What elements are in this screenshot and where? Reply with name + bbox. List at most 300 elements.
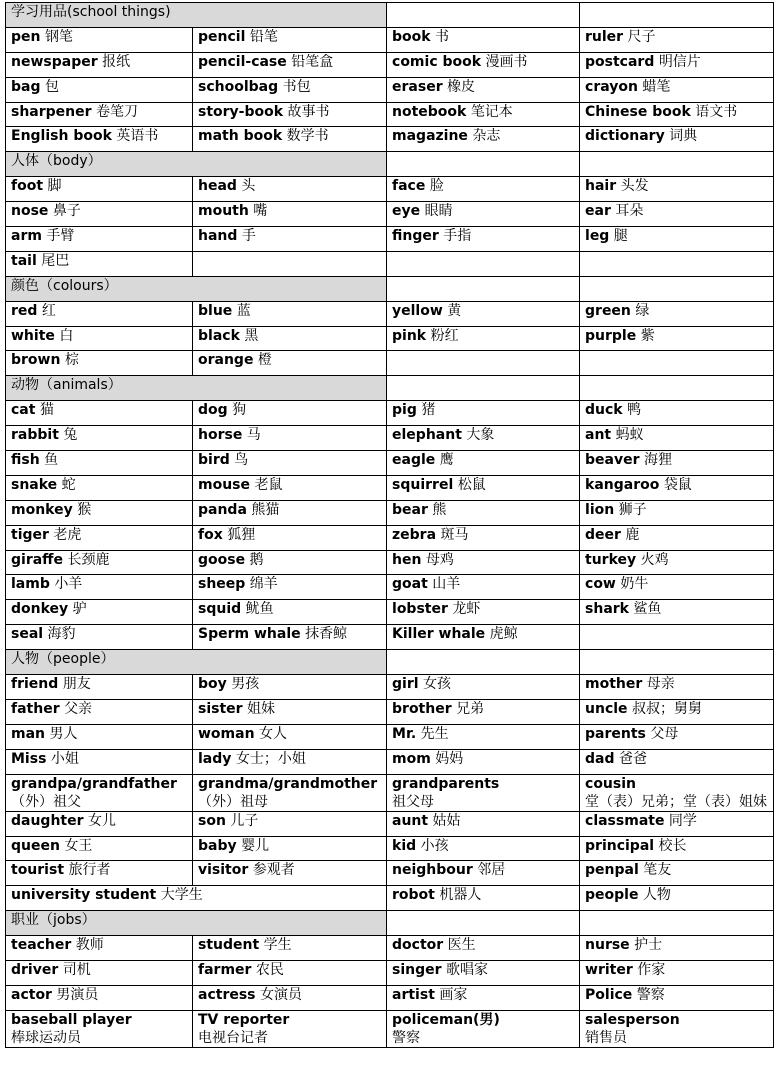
section-title: 颜色（colours） [6,276,387,301]
chinese-meaning: 报纸 [102,53,131,70]
vocab-cell [580,351,774,376]
english-word: English book [11,128,112,145]
english-word: pink [392,327,427,344]
chinese-meaning: 杂志 [472,128,501,145]
chinese-meaning: 手指 [443,228,472,245]
chinese-meaning: 电视台记者 [198,1029,268,1046]
chinese-meaning: 手 [241,228,256,245]
chinese-meaning: 叔叔；舅舅 [632,700,702,717]
table-row [6,227,774,252]
table-row [6,774,774,811]
vocab-cell [193,27,387,52]
table-row [6,251,774,276]
vocab-cell [387,936,580,961]
vocab-cell [387,1010,580,1047]
english-word: nose [11,203,49,220]
english-word: salesperson [585,1011,680,1028]
english-word: pencil [198,28,246,45]
vocab-cell [580,811,774,836]
vocab-cell [6,550,193,575]
vocab-cell [387,811,580,836]
english-word: tail [11,252,37,269]
vocab-cell [6,127,193,152]
chinese-meaning: 鱿鱼 [245,601,274,618]
vocab-cell [580,724,774,749]
chinese-meaning: 鹿 [625,526,640,543]
chinese-meaning: 头发 [620,178,649,195]
vocab-cell [580,575,774,600]
english-word: grandpa/grandfather [11,775,177,792]
chinese-meaning: 堂（表）兄弟；堂（表）姐妹 [585,793,768,810]
table-row [6,127,774,152]
chinese-meaning: 男孩 [231,676,260,693]
header-empty-cell [580,276,774,301]
table-row [6,177,774,202]
vocab-cell [387,451,580,476]
chinese-meaning: 狗 [232,402,247,419]
english-word: bear [392,501,428,518]
english-word: baby [198,837,237,854]
english-word: actor [11,986,52,1003]
vocab-cell [580,625,774,650]
english-word: deer [585,526,621,543]
vocab-cell [580,675,774,700]
vocab-cell [387,836,580,861]
chinese-meaning: 医生 [447,937,476,954]
chinese-meaning: 头 [241,178,256,195]
header-empty-cell [387,911,580,936]
vocab-cell [6,202,193,227]
chinese-meaning: 腿 [613,228,628,245]
chinese-meaning: 学生 [263,937,292,954]
english-word: rabbit [11,427,59,444]
chinese-meaning: 作家 [637,961,666,978]
chinese-meaning: 绿 [635,302,650,319]
vocab-cell [193,451,387,476]
english-word: elephant [392,427,462,444]
chinese-meaning: 旅行者 [68,862,111,879]
chinese-meaning: 鸭 [627,402,642,419]
chinese-meaning: 奶牛 [620,576,649,593]
vocab-cell [193,749,387,774]
table-row [6,301,774,326]
vocab-cell [580,77,774,102]
vocab-cell [193,401,387,426]
english-word: baseball player [11,1011,132,1028]
chinese-meaning: 耳朵 [615,203,644,220]
header-empty-cell [580,3,774,28]
chinese-meaning: 蓝 [236,302,251,319]
chinese-meaning: 校长 [658,837,687,854]
english-word: goose [198,551,246,568]
english-word: purple [585,327,637,344]
english-word: ruler [585,28,624,45]
chinese-meaning: 儿子 [230,812,259,829]
english-word: leg [585,228,610,245]
english-word: duck [585,402,623,419]
chinese-meaning: 海狸 [643,452,672,469]
english-word: teacher [11,937,72,954]
vocab-cell [387,475,580,500]
header-empty-cell [580,152,774,177]
chinese-meaning: 数学书 [286,128,329,145]
vocab-cell [387,886,580,911]
chinese-meaning: 大学生 [160,887,203,904]
english-word: mother [585,676,643,693]
vocab-cell [387,27,580,52]
english-word: snake [11,476,58,493]
english-word: hen [392,551,422,568]
vocab-cell [387,202,580,227]
chinese-meaning: 男演员 [56,986,99,1003]
vocab-cell [580,500,774,525]
table-row [6,836,774,861]
english-word: donkey [11,601,69,618]
chinese-meaning: 农民 [255,961,284,978]
english-word: writer [585,961,633,978]
chinese-meaning: （外）祖母 [198,793,268,810]
english-word: cow [585,576,616,593]
english-word: visitor [198,862,249,879]
vocab-cell [580,326,774,351]
section-header-row [6,650,774,675]
chinese-meaning: 书包 [282,78,311,95]
chinese-meaning: 兄弟 [456,700,485,717]
chinese-meaning: 姑姑 [432,812,461,829]
english-word: boy [198,676,227,693]
chinese-meaning: 铅笔 [249,28,278,45]
section-header-row [6,376,774,401]
chinese-meaning: 兔 [63,427,78,444]
vocab-cell [387,326,580,351]
table-row [6,52,774,77]
table-row [6,575,774,600]
vocab-cell [6,251,193,276]
vocab-cell [193,985,387,1010]
english-word: girl [392,676,419,693]
vocab-cell [580,749,774,774]
english-word: farmer [198,961,252,978]
english-word: pen [11,28,41,45]
chinese-meaning: 蛇 [61,476,76,493]
chinese-meaning: 女士；小姐 [235,750,306,767]
english-word: squid [198,601,242,618]
header-empty-cell [387,3,580,28]
chinese-meaning: 鹰 [439,452,454,469]
chinese-meaning: 明信片 [658,53,701,70]
chinese-meaning: 黄 [447,302,462,319]
english-word: story-book [198,103,284,120]
vocab-cell [6,600,193,625]
english-word: bag [11,78,41,95]
section-header-row [6,3,774,28]
table-row [6,202,774,227]
table-row [6,475,774,500]
header-empty-cell [580,911,774,936]
vocab-cell [6,936,193,961]
vocab-cell [6,27,193,52]
vocab-cell [580,475,774,500]
vocab-cell [580,301,774,326]
section-header-row [6,911,774,936]
chinese-meaning: 袋鼠 [663,476,692,493]
chinese-meaning: 祖父母 [392,793,435,810]
english-word: giraffe [11,551,64,568]
vocab-cell [6,575,193,600]
vocab-cell [580,202,774,227]
vocab-cell [193,724,387,749]
english-word: green [585,302,631,319]
vocab-cell [6,724,193,749]
english-word: shark [585,601,629,618]
english-word: fish [11,452,40,469]
table-row [6,525,774,550]
english-word: daughter [11,812,84,829]
english-word: beaver [585,452,640,469]
table-row [6,426,774,451]
chinese-meaning: 黑 [244,327,259,344]
chinese-meaning: 脚 [47,178,62,195]
english-word: sister [198,700,243,717]
section-title: 人物（people） [6,650,387,675]
vocab-cell [387,625,580,650]
chinese-meaning: 眼睛 [424,203,453,220]
chinese-meaning: 猪 [421,402,436,419]
header-empty-cell [387,276,580,301]
vocab-cell [6,699,193,724]
english-word: father [11,700,60,717]
english-word: black [198,327,240,344]
vocab-cell [580,600,774,625]
english-word: principal [585,837,655,854]
chinese-meaning: 铅笔盒 [291,53,334,70]
chinese-meaning: 姐妹 [247,700,276,717]
vocab-cell [193,525,387,550]
english-word: finger [392,228,439,245]
vocab-cell [387,575,580,600]
chinese-meaning: 尾巴 [41,252,70,269]
vocab-cell [6,985,193,1010]
vocab-cell [387,426,580,451]
chinese-meaning: 龙虾 [452,601,481,618]
vocab-cell [193,575,387,600]
english-word: classmate [585,812,665,829]
english-word: grandma/grandmother [198,775,378,792]
english-word: penpal [585,862,639,879]
chinese-meaning: 邻居 [477,862,506,879]
chinese-meaning: 蚂蚁 [615,427,644,444]
chinese-meaning: 狐狸 [227,526,256,543]
chinese-meaning: 警察 [392,1029,421,1046]
vocab-cell [193,202,387,227]
english-word: eye [392,203,421,220]
header-empty-cell [387,650,580,675]
english-word: eraser [392,78,443,95]
english-word: TV reporter [198,1011,290,1028]
vocab-cell [6,351,193,376]
vocab-cell [193,227,387,252]
vocab-cell [193,326,387,351]
english-word: artist [392,986,435,1003]
chinese-meaning: 歌唱家 [446,961,488,978]
english-word: university student [11,887,157,904]
section-header-row [6,152,774,177]
chinese-meaning: 包 [44,78,59,95]
english-word: magazine [392,128,468,145]
chinese-meaning: 大象 [466,427,495,444]
english-word: robot [392,887,435,904]
english-word: mom [392,750,431,767]
english-word: seal [11,626,44,643]
chinese-meaning: 语文书 [695,103,738,120]
section-header-row [6,276,774,301]
vocab-cell [193,600,387,625]
chinese-meaning: 熊 [432,501,447,518]
english-word: cousin [585,775,636,792]
chinese-meaning: 小孩 [420,837,449,854]
chinese-meaning: 鲨鱼 [633,601,662,618]
chinese-meaning: 猴 [77,501,92,518]
chinese-meaning: 书 [435,28,450,45]
chinese-meaning: 蜡笔 [642,78,671,95]
vocab-cell [6,1010,193,1047]
table-row [6,27,774,52]
vocab-cell [193,550,387,575]
vocab-cell [193,774,387,811]
english-word: dictionary [585,128,665,145]
chinese-meaning: 母鸡 [425,551,454,568]
vocab-cell [580,401,774,426]
english-word: schoolbag [198,78,279,95]
english-word: Chinese book [585,103,691,120]
english-word: ear [585,203,611,220]
english-word: face [392,178,426,195]
chinese-meaning: 长颈鹿 [67,551,110,568]
english-word: goat [392,576,428,593]
english-word: math book [198,128,283,145]
vocab-cell [387,301,580,326]
english-word: foot [11,178,44,195]
english-word: Mr. [392,725,417,742]
vocab-cell [387,251,580,276]
table-row [6,811,774,836]
chinese-meaning: 尺子 [627,28,656,45]
header-empty-cell [580,376,774,401]
chinese-meaning: 先生 [420,725,449,742]
chinese-meaning: 钢笔 [44,28,73,45]
english-word: friend [11,676,59,693]
english-word: people [585,887,639,904]
vocab-cell [580,985,774,1010]
vocab-cell [193,675,387,700]
table-row [6,699,774,724]
chinese-meaning: 棕 [64,352,79,369]
vocab-cell [580,886,774,911]
english-word: lobster [392,601,448,618]
english-word: driver [11,961,59,978]
vocab-cell [6,326,193,351]
chinese-meaning: 鸟 [234,452,249,469]
english-word: white [11,327,55,344]
english-word: ant [585,427,612,444]
chinese-meaning: 嘴 [253,203,268,220]
chinese-meaning: 粉红 [430,327,459,344]
english-word: singer [392,961,442,978]
english-word: woman [198,725,255,742]
english-word: parents [585,725,646,742]
english-word: postcard [585,53,655,70]
vocab-cell [387,351,580,376]
english-word: turkey [585,551,637,568]
table-row [6,886,774,911]
vocab-cell [193,811,387,836]
english-word: sheep [198,576,246,593]
english-word: lion [585,501,615,518]
english-word: book [392,28,431,45]
english-word: uncle [585,700,628,717]
chinese-meaning: 同学 [668,812,697,829]
english-word: comic book [392,53,482,70]
chinese-meaning: 警察 [636,986,665,1003]
chinese-meaning: 鼻子 [52,203,81,220]
section-title: 学习用品(school things) [6,3,387,28]
chinese-meaning: 绵羊 [249,576,278,593]
vocab-cell [193,301,387,326]
vocab-cell [193,127,387,152]
chinese-meaning: 鱼 [44,452,59,469]
section-title: 职业（jobs） [6,911,387,936]
vocab-cell [6,426,193,451]
chinese-meaning: 紫 [640,327,655,344]
vocab-cell [193,625,387,650]
chinese-meaning: 脸 [429,178,444,195]
chinese-meaning: 词典 [669,128,698,145]
vocab-cell [580,426,774,451]
chinese-meaning: 斑马 [440,526,469,543]
vocab-cell [193,77,387,102]
vocab-cell [387,774,580,811]
english-word: man [11,725,46,742]
vocab-cell [193,936,387,961]
chinese-meaning: 妈妈 [435,750,464,767]
english-word: mouse [198,476,251,493]
vocab-cell [387,675,580,700]
english-word: arm [11,228,42,245]
table-row [6,600,774,625]
vocab-cell [387,600,580,625]
english-word: red [11,302,38,319]
chinese-meaning: 女孩 [423,676,451,693]
vocab-cell [387,985,580,1010]
english-word: aunt [392,812,429,829]
vocab-cell [6,675,193,700]
chinese-meaning: 画家 [439,986,468,1003]
chinese-meaning: 朋友 [62,676,91,693]
chinese-meaning: 抹香鲸 [305,626,348,643]
chinese-meaning: 爸爸 [618,750,647,767]
english-word: Miss [11,750,47,767]
english-word: Killer whale [392,626,486,643]
chinese-meaning: 小姐 [50,750,79,767]
english-word: crayon [585,78,638,95]
vocab-cell [6,77,193,102]
vocab-cell [6,749,193,774]
chinese-meaning: 女人 [259,725,288,742]
table-row [6,451,774,476]
table-row [6,936,774,961]
english-word: policeman(男) [392,1011,500,1028]
vocab-cell [387,960,580,985]
